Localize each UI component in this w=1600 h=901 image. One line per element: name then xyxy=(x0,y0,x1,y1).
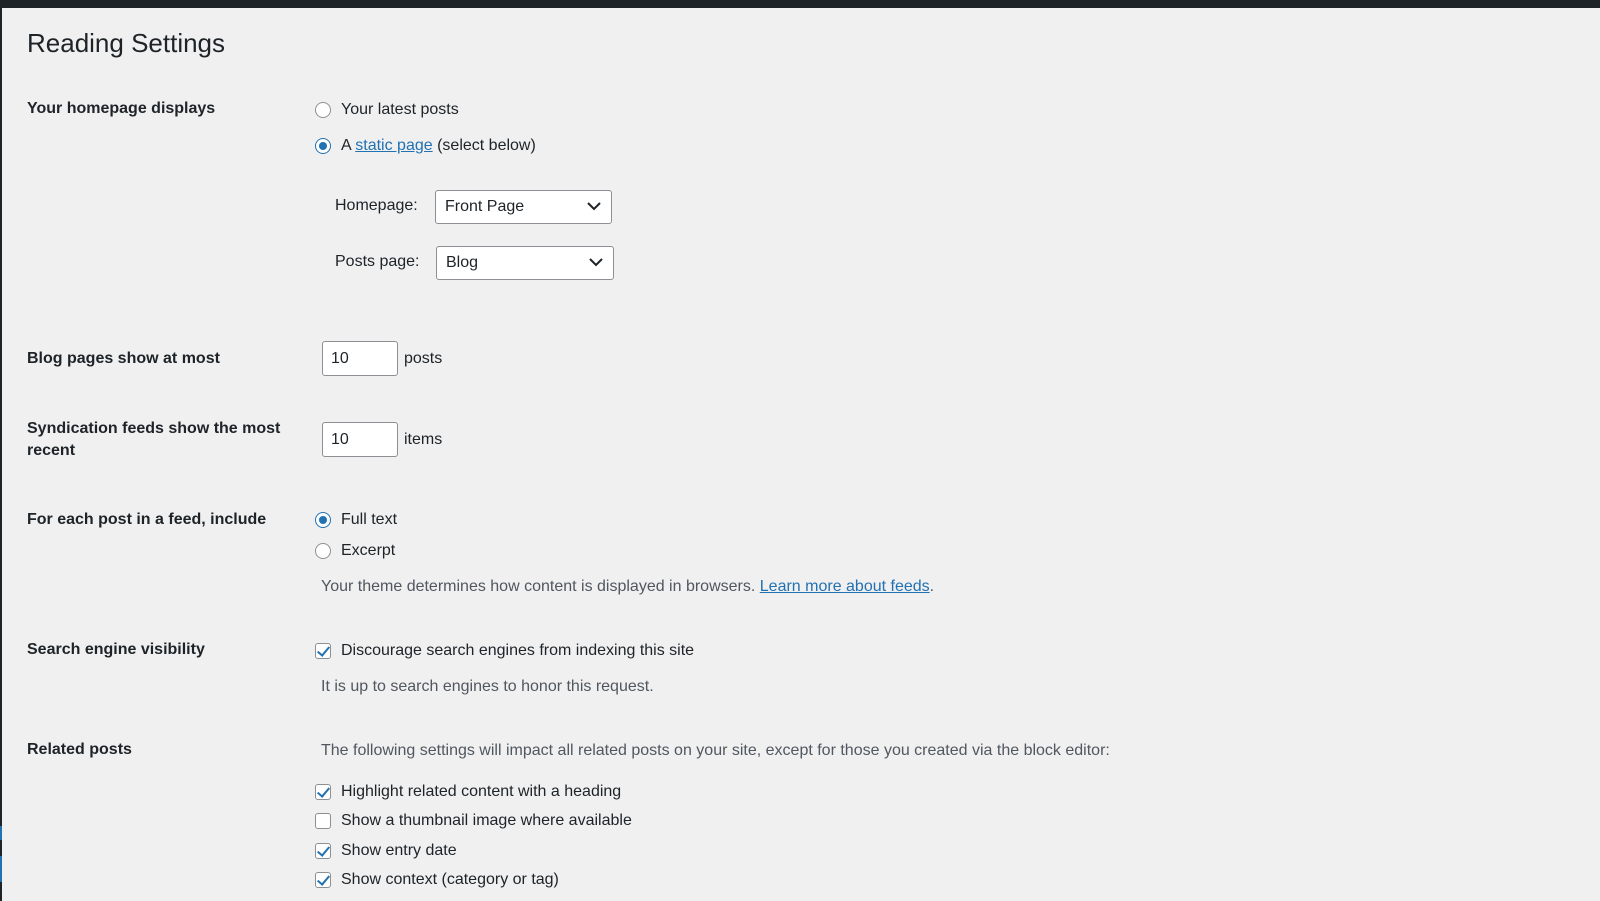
related-heading-label[interactable]: Highlight related content with a heading xyxy=(341,783,622,800)
search-visibility-label: Search engine visibility xyxy=(27,641,205,658)
chevron-down-icon xyxy=(587,201,601,211)
related-thumbnail-label[interactable]: Show a thumbnail image where available xyxy=(341,812,632,829)
related-posts-label: Related posts xyxy=(27,741,132,758)
related-thumbnail-checkbox[interactable] xyxy=(315,813,331,829)
static-page-link[interactable]: static page xyxy=(355,137,433,154)
excerpt-label[interactable]: Excerpt xyxy=(341,542,396,559)
related-context-label[interactable]: Show context (category or tag) xyxy=(341,871,559,888)
posts-per-page-input[interactable]: 10 xyxy=(322,341,398,376)
menu-accent-marker xyxy=(0,856,2,882)
posts-page-select[interactable] xyxy=(436,246,614,280)
radio-full-text[interactable] xyxy=(315,512,331,528)
syndication-label: Syndication feeds show the most recent xyxy=(27,420,281,459)
radio-excerpt[interactable] xyxy=(315,543,331,559)
blog-pages-label: Blog pages show at most xyxy=(27,350,220,367)
posts-page-select-value: Blog xyxy=(446,254,479,271)
related-date-checkbox[interactable] xyxy=(315,843,331,859)
static-suffix: (select below) xyxy=(437,137,536,154)
posts-unit-label: posts xyxy=(404,350,443,367)
menu-accent-marker xyxy=(0,826,2,840)
homepage-select-value: Front Page xyxy=(445,198,525,215)
chevron-down-icon xyxy=(589,257,603,267)
feed-description-text: Your theme determines how content is displayed in browsers. xyxy=(321,578,756,595)
posts-per-rss-input[interactable]: 10 xyxy=(322,422,398,457)
items-unit-label: items xyxy=(404,431,443,448)
reading-settings-page xyxy=(27,0,1587,901)
feed-description-end: . xyxy=(929,578,935,595)
discourage-search-checkbox[interactable] xyxy=(315,643,331,659)
static-prefix: A xyxy=(341,137,351,154)
feed-description xyxy=(321,577,934,597)
radio-latest-posts[interactable] xyxy=(315,102,331,118)
latest-posts-label[interactable]: Your latest posts xyxy=(341,101,459,118)
related-posts-intro: The following settings will impact all related posts on your site, except for those you created via the block editor: xyxy=(321,742,1110,759)
related-context-checkbox[interactable] xyxy=(315,872,331,888)
learn-more-feeds-link[interactable]: Learn more about feeds xyxy=(759,578,930,595)
full-text-label[interactable]: Full text xyxy=(341,511,398,528)
related-heading-checkbox[interactable] xyxy=(315,784,331,800)
related-date-label[interactable]: Show entry date xyxy=(341,842,457,859)
homepage-displays-label: Your homepage displays xyxy=(27,100,216,117)
static-page-option[interactable] xyxy=(341,136,536,156)
discourage-search-label[interactable]: Discourage search engines from indexing this site xyxy=(341,642,695,659)
feed-content-label: For each post in a feed, include xyxy=(27,511,267,528)
admin-menu-edge xyxy=(0,8,2,901)
radio-static-page[interactable] xyxy=(315,138,331,154)
posts-page-select-label: Posts page: xyxy=(335,253,420,270)
homepage-select-label: Homepage: xyxy=(335,197,418,214)
homepage-select[interactable] xyxy=(435,190,612,224)
page-title: Reading Settings xyxy=(27,28,226,58)
search-visibility-description: It is up to search engines to honor this request. xyxy=(321,678,654,695)
